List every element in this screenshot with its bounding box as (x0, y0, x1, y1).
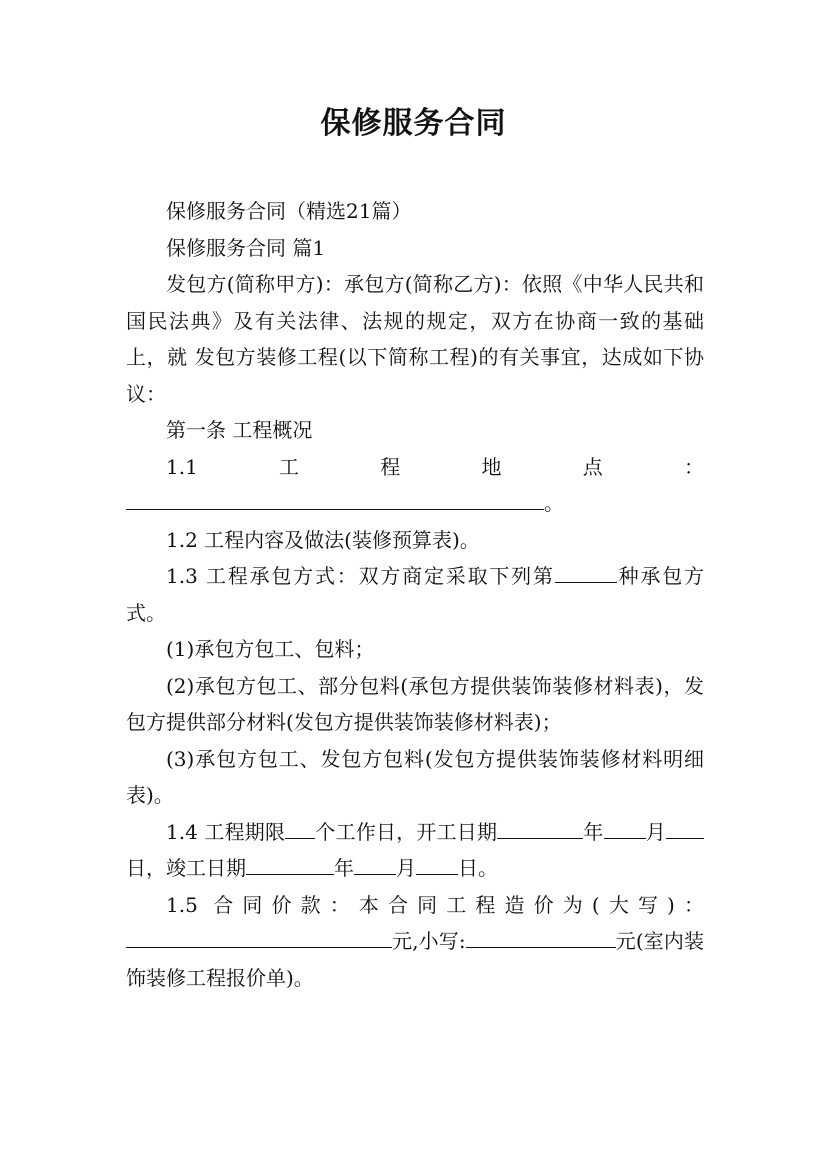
clause-1-4-g: 月 (396, 856, 416, 880)
paragraph-chapter-heading: 保修服务合同 篇1 (166, 235, 326, 260)
price-digits-blank (466, 926, 616, 948)
clause-1-3 (126, 558, 704, 631)
clause-1-5-label: 1.5 合同价款：本合同工程造价为(大写)： (166, 892, 704, 917)
clause-1-4-d: 月 (645, 819, 666, 844)
clause-1-1-end: 。 (544, 491, 564, 515)
address-blank (126, 488, 544, 510)
clause-1-1-label: 1.1 工 程 地 点 ： (166, 454, 704, 479)
paragraph-article-1: 第一条 工程概况 (166, 418, 313, 442)
clause-1-3-after: 种承包方式。 (126, 564, 705, 625)
paragraph-parties: 发包方(简称甲方)：承包方(简称乙方)：依照《中华人民共和国民法典》及有关法律、法规的规定，双方在协商一致的基础上，就 发包方装修工程(以下简称工程)的有关事宜，达成如下协议： (126, 272, 704, 406)
method-blank (555, 561, 617, 583)
option-2: (2)承包方包工、部分包料(承包方提供装饰装修材料表)，发包方提供部分材料(发包方提供装饰装修材料表)； (126, 673, 704, 734)
document-title: 保修服务合同 (320, 106, 507, 141)
end-month-blank (354, 853, 396, 875)
clause-1-4 (126, 814, 704, 887)
option-1: (1)承包方包工、包料； (166, 637, 375, 661)
option-3: (3)承包方包工、发包方包料(发包方提供装饰装修材料明细表)。 (126, 746, 704, 807)
clause-1-4-h: 日。 (458, 856, 498, 880)
document-body (126, 193, 704, 996)
days-blank (285, 817, 315, 839)
paragraph-subtitle: 保修服务合同（精选21篇） (166, 199, 412, 223)
clause-1-4-f: 年 (334, 856, 354, 880)
end-year-blank (246, 853, 334, 875)
clause-1-5-line (126, 923, 704, 996)
end-day-blank (416, 853, 458, 875)
clause-1-2: 1.2 工程内容及做法(装修预算表)。 (166, 527, 480, 552)
price-words-blank (126, 926, 392, 948)
clause-1-5-unit: 元,小写: (392, 929, 466, 953)
start-day-blank (666, 817, 704, 839)
clause-1-3-before: 1.3 工程承包方式：双方商定采取下列第 (166, 564, 555, 588)
clause-1-5-after: 元(室内装饰装修工程报价单)。 (126, 929, 704, 990)
clause-1-4-c: 年 (583, 819, 604, 844)
clause-1-1-line (126, 485, 704, 522)
clause-1-4-b: 个工作日，开工日期 (315, 819, 498, 844)
clause-1-4-e: 日，竣工日期 (126, 856, 246, 880)
start-year-blank (497, 817, 583, 839)
clause-1-4-a: 1.4 工程期限 (166, 819, 286, 844)
start-month-blank (604, 817, 646, 839)
